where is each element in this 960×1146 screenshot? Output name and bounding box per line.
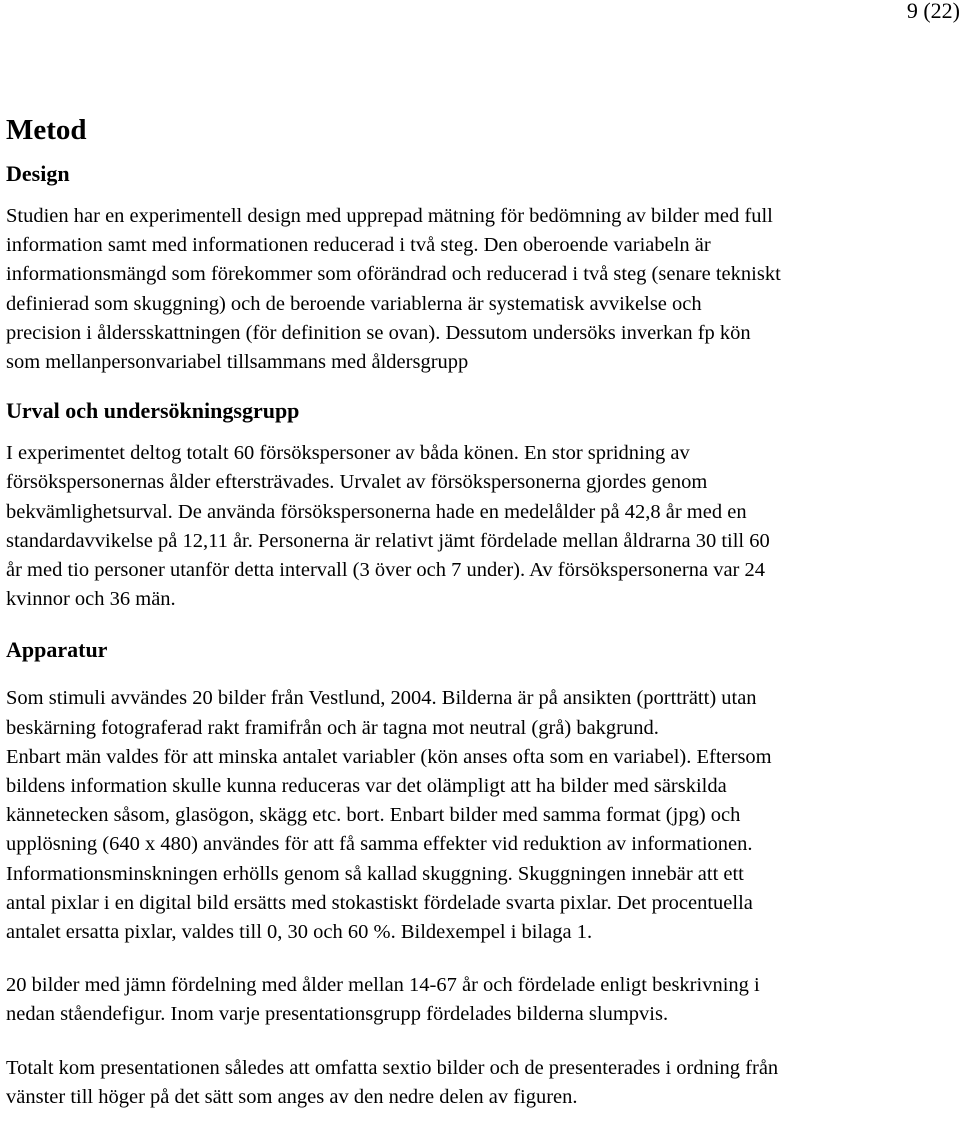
text-line: precision i åldersskattningen (för definition se ovan). Dessutom undersöks inverkan fp kön	[6, 321, 751, 344]
text-line: informationsmängd som förekommer som oförändrad och reducerad i två steg (senare tekniskt	[6, 263, 781, 286]
text-line: kännetecken såsom, glasögon, skägg etc. bort. Enbart bilder med samma format (jpg) och	[6, 804, 741, 827]
design-heading: Design	[6, 161, 70, 186]
text-line: som mellanpersonvariabel tillsammans med åldersgrupp	[6, 351, 469, 374]
text-line: vänster till höger på det sätt som anges av den nedre delen av figuren.	[6, 1085, 578, 1108]
text-line: Som stimuli avvändes 20 bilder från Vestlund, 2004. Bilderna är på ansikten (portträtt) utan	[6, 687, 757, 710]
text-line: antal pixlar i en digital bild ersätts med stokastiskt fördelade svarta pixlar. Det procentuella	[6, 891, 753, 914]
page-number: 9 (22)	[906, 0, 960, 23]
apparatur-heading: Apparatur	[6, 637, 108, 663]
document-body	[6, 112, 958, 1112]
text-line: Informationsminskningen erhölls genom så kallad skuggning. Skuggningen innebär att ett	[6, 862, 744, 885]
text-line: 20 bilder med jämn fördelning med ålder mellan 14-67 år och fördelade enligt beskrivning i	[6, 974, 760, 997]
apparatur-paragraph-1	[6, 684, 958, 947]
text-line: kvinnor och 36 män.	[6, 588, 176, 611]
section-title: Metod	[6, 114, 87, 146]
text-line: försökspersonernas ålder eftersträvades. Urvalet av försökspersonerna gjordes genom	[6, 471, 708, 494]
text-line: Studien har en experimentell design med upprepad mätning för bedömning av bilder med full	[6, 205, 773, 227]
text-line: beskärning fotograferad rakt framifrån och är tagna mot neutral (grå) bakgrund.	[6, 716, 659, 739]
text-line: bildens information skulle kunna reduceras var det olämpligt att ha bilder med särskilda	[6, 775, 727, 798]
design-paragraph	[6, 202, 958, 377]
text-line: Totalt kom presentationen således att omfatta sextio bilder och de presenterades i ordning från	[6, 1056, 779, 1079]
text-line: antalet ersatta pixlar, valdes till 0, 30 och 60 %. Bildexempel i bilaga 1.	[6, 921, 593, 944]
text-line: Enbart män valdes för att minska antalet variabler (kön anses ofta som en variabel). Eftersom	[6, 745, 772, 768]
urval-heading: Urval och undersökningsgrupp	[6, 398, 300, 424]
text-line: nedan ståendefigur. Inom varje presentationsgrupp fördelades bilderna slumpvis.	[6, 1003, 669, 1026]
text-line: standardavvikelse på 12,11 år. Personerna är relativt jämt fördelade mellan åldrarna 30 till 60	[6, 529, 770, 552]
text-line: definierad som skuggning) och de beroende variablerna är systematisk avvikelse och	[6, 292, 702, 315]
apparatur-paragraph-3	[6, 1054, 958, 1112]
text-line: upplösning (640 x 480) användes för att få samma effekter vid reduktion av informationen.	[6, 833, 753, 856]
urval-paragraph	[6, 439, 958, 614]
text-line: I experimentet deltog totalt 60 försökspersoner av båda könen. En stor spridning av	[6, 442, 690, 465]
text-line: år med tio personer utanför detta intervall (3 över och 7 under). Av försökspersonerna var 24	[6, 559, 766, 582]
text-line: information samt med informationen reducerad i två steg. Den oberoende variabeln är	[6, 234, 711, 257]
apparatur-paragraph-2	[6, 971, 958, 1029]
text-line: bekvämlighetsurval. De använda försökspersonerna hade en medelålder på 42,8 år med en	[6, 500, 747, 523]
